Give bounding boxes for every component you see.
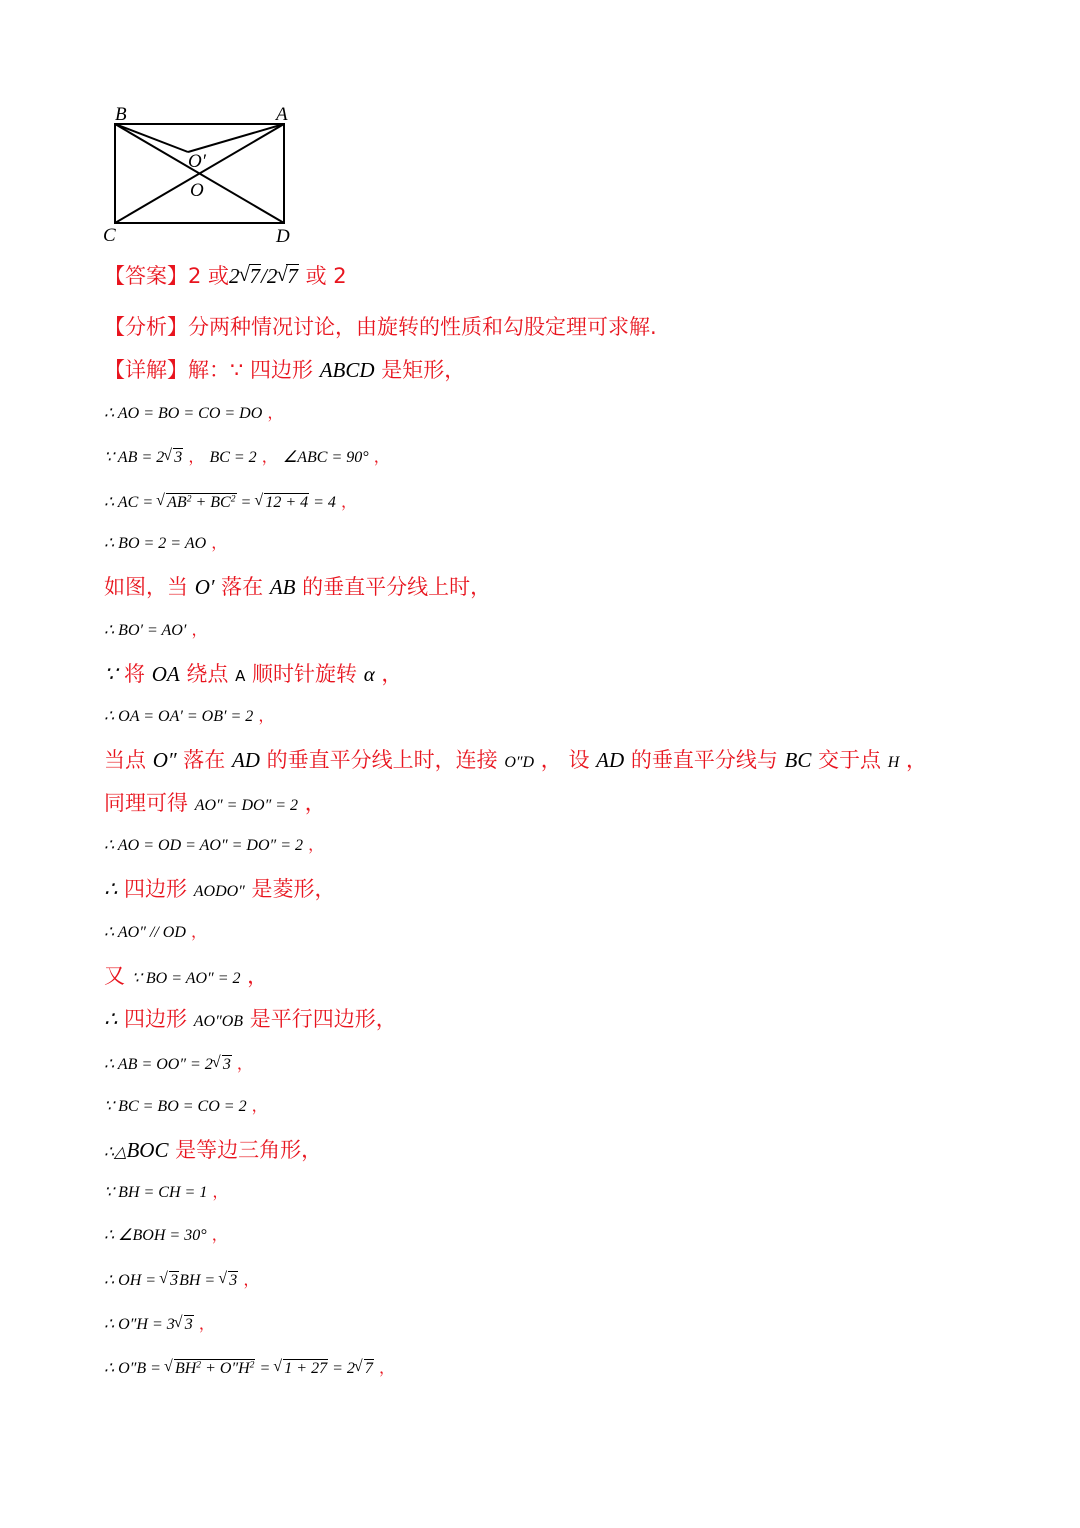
step-line: ∴ O″H = 3√ 3 ， xyxy=(104,1312,215,1337)
step-line: ∵ BH = CH = 1 ， xyxy=(104,1182,229,1201)
case1-line: 如图，当 O′ 落在 AB 的垂直平分线上时， xyxy=(104,575,492,599)
step-line: ∵ AB = 2√ 3 ， BC = 2 ， ∠ABC = 90° ， xyxy=(104,445,390,470)
step-line: ∴ AO″ // OD ， xyxy=(104,922,207,941)
step-line: ∴ OA = OA′ = OB′ = 2 ， xyxy=(104,706,275,725)
rhombus-line: ∴ 四边形 AODO″ 是菱形， xyxy=(104,877,336,901)
label-c: C xyxy=(103,225,116,246)
step-line: ∴ BO = 2 = AO ， xyxy=(104,533,228,552)
answer-label: 【答案】 xyxy=(104,264,188,288)
label-a: A xyxy=(276,104,288,125)
step-line: ∴ BO′ = AO′ ， xyxy=(104,620,208,639)
analysis-text: 分两种情况讨论，由旋转的性质和勾股定理可求解. xyxy=(188,315,657,339)
detail-line xyxy=(104,356,465,384)
step-line: ∴ OH = √ 3BH = √ 3 ， xyxy=(104,1268,259,1293)
step-line: ∵ BC = BO = CO = 2 ， xyxy=(104,1096,268,1115)
step-line: ∴ ∠BOH = 30° ， xyxy=(104,1225,228,1244)
step-line: ∴ AO = OD = AO″ = DO″ = 2 ， xyxy=(104,835,325,854)
label-b: B xyxy=(115,104,127,125)
step-line: ∴ O″B = √ $BH^2 + O''H^2$ = √ 1 + 27 = 2√ 7 ， xyxy=(104,1356,395,1381)
rectangle-figure xyxy=(98,100,318,250)
label-d: D xyxy=(276,226,290,247)
answer-text: 2 或2√ 7/2√ 7 或 2 xyxy=(188,264,347,288)
detail-label: 【详解】 xyxy=(104,358,188,382)
rotate-line: ∵ 将 OA 绕点 A 顺时针旋转 α ， xyxy=(104,662,403,686)
step-line: ∴ AO = BO = CO = DO ， xyxy=(104,403,284,422)
segment-bo-prime xyxy=(115,124,188,152)
step-line: ∴ AC = √ $AB^2 + BC^2$ = √ 12 + 4 = 4 ， xyxy=(104,490,357,515)
similar-line: 同理可得 AO″ = DO″ = 2 ， xyxy=(104,791,326,815)
also-line: 又 ∵ BO = AO″ = 2 ， xyxy=(104,964,269,988)
label-o-prime: O′ xyxy=(188,151,206,172)
case2-line: 当点 O″ 落在 AD 的垂直平分线上时，连接 O″D ， 设 AD 的垂直平分线与 BC 交于点 H ， xyxy=(104,748,927,772)
analysis-label: 【分析】 xyxy=(104,315,188,339)
step-line: ∴ AB = OO″ = 2√ 3 ， xyxy=(104,1052,253,1077)
parallelogram-line: ∴ 四边形 AO″OB 是平行四边形， xyxy=(104,1007,397,1031)
detail-text: 解：∵ 四边形 ABCD 是矩形， xyxy=(188,358,466,382)
rectangle-diagram xyxy=(98,100,318,250)
answer-line xyxy=(104,262,347,290)
segment-ao-prime xyxy=(188,124,284,152)
equilateral-line: ∴△BOC 是等边三角形， xyxy=(104,1138,323,1162)
label-o: O xyxy=(190,180,204,201)
analysis-line xyxy=(104,313,657,341)
